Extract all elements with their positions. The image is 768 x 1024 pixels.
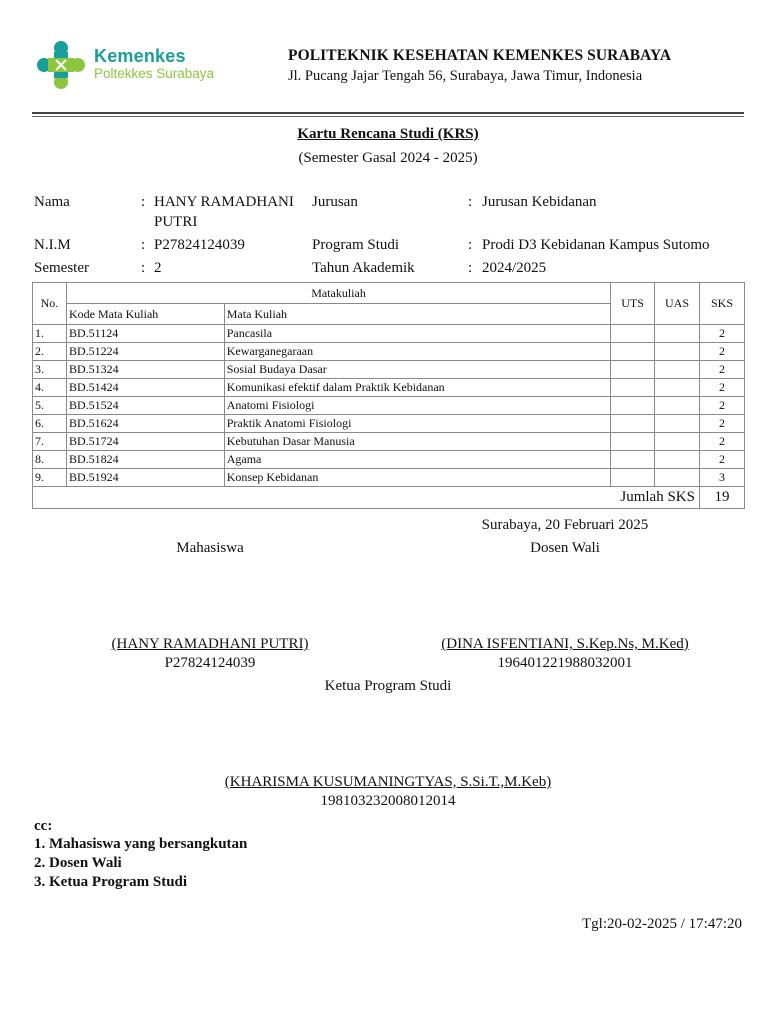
prodi-value: Prodi D3 Kebidanan Kampus Sutomo [482, 237, 710, 253]
cc-item-3: 3. Ketua Program Studi [34, 874, 188, 890]
student-role: Mahasiswa [176, 540, 244, 556]
table-row [33, 361, 745, 379]
row-uts [611, 469, 655, 487]
row-uas [655, 343, 700, 361]
row-uts [611, 361, 655, 379]
row-uas [655, 379, 700, 397]
table-row [33, 379, 745, 397]
prodi-label: Program Studi [312, 237, 400, 253]
course-table [32, 282, 745, 509]
row-kode: BD.51124 [66, 325, 224, 343]
logo-subbrand: Poltekkes Surabaya [94, 66, 215, 81]
semester-colon: : [141, 260, 146, 276]
row-no: 6. [33, 415, 67, 433]
jurusan-colon: : [468, 194, 473, 210]
student-sign-id: P27824124039 [164, 655, 256, 671]
table-row [33, 433, 745, 451]
jurusan-value: Jurusan Kebidanan [482, 194, 597, 210]
row-sks: 2 [699, 415, 744, 433]
document-title: Kartu Rencana Studi (KRS) [297, 126, 479, 142]
row-uas [655, 361, 700, 379]
table-row [33, 325, 745, 343]
header-mata-kuliah: Mata Kuliah [224, 304, 610, 325]
row-uas [655, 469, 700, 487]
header-rule-thin [32, 116, 744, 117]
nim-colon: : [141, 237, 146, 253]
row-kode: BD.51424 [66, 379, 224, 397]
row-mata-kuliah: Agama [224, 451, 610, 469]
kemenkes-logo [34, 38, 234, 94]
row-uts [611, 415, 655, 433]
tahun-label: Tahun Akademik [312, 260, 415, 276]
row-sks: 3 [699, 469, 744, 487]
nama-value-line2: PUTRI [154, 214, 198, 230]
semester-label: Semester [34, 260, 89, 276]
header-uas: UAS [655, 283, 700, 325]
advisor-sign-name: (DINA ISFENTIANI, S.Kep.Ns, M.Ked) [441, 636, 689, 652]
head-role: Ketua Program Studi [324, 678, 452, 694]
row-sks: 2 [699, 451, 744, 469]
row-uas [655, 397, 700, 415]
row-sks: 2 [699, 397, 744, 415]
row-kode: BD.51724 [66, 433, 224, 451]
row-uts [611, 397, 655, 415]
place-date: Surabaya, 20 Februari 2025 [481, 517, 649, 533]
tahun-colon: : [468, 260, 473, 276]
header-no: No. [33, 283, 67, 325]
row-no: 3. [33, 361, 67, 379]
row-kode: BD.51524 [66, 397, 224, 415]
nama-label: Nama [34, 194, 70, 210]
row-uas [655, 451, 700, 469]
row-no: 7. [33, 433, 67, 451]
row-sks: 2 [699, 361, 744, 379]
row-no: 4. [33, 379, 67, 397]
total-sks-value: 19 [699, 487, 744, 509]
row-kode: BD.51324 [66, 361, 224, 379]
nama-colon: : [141, 194, 146, 210]
institution-name: POLITEKNIK KESEHATAN KEMENKES SURABAYA [288, 47, 672, 64]
row-no: 8. [33, 451, 67, 469]
total-sks-label: Jumlah SKS [33, 487, 700, 509]
head-sign-id: 198103232008012014 [320, 793, 456, 809]
row-uts [611, 379, 655, 397]
student-sign-name: (HANY RAMADHANI PUTRI) [111, 636, 309, 652]
institution-address: Jl. Pucang Jajar Tengah 56, Surabaya, Jawa Timur, Indonesia [288, 68, 643, 84]
row-sks: 2 [699, 379, 744, 397]
print-timestamp: Tgl:20-02-2025 / 17:47:20 [582, 916, 742, 932]
logo-brand: Kemenkes [94, 46, 186, 66]
cc-item-2: 2. Dosen Wali [34, 855, 122, 871]
row-kode: BD.51224 [66, 343, 224, 361]
kemenkes-logo-icon [34, 38, 88, 92]
nama-value-line1: HANY RAMADHANI [154, 194, 294, 210]
row-sks: 2 [699, 325, 744, 343]
table-row [33, 469, 745, 487]
row-mata-kuliah: Praktik Anatomi Fisiologi [224, 415, 610, 433]
row-uts [611, 433, 655, 451]
table-row [33, 415, 745, 433]
tahun-value: 2024/2025 [482, 260, 547, 276]
header-sks: SKS [699, 283, 744, 325]
header-uts: UTS [611, 283, 655, 325]
document-subtitle: (Semester Gasal 2024 - 2025) [298, 150, 478, 166]
row-mata-kuliah: Sosial Budaya Dasar [224, 361, 610, 379]
jurusan-label: Jurusan [312, 194, 358, 210]
row-uts [611, 451, 655, 469]
row-uas [655, 415, 700, 433]
row-kode: BD.51824 [66, 451, 224, 469]
row-mata-kuliah: Kewarganegaraan [224, 343, 610, 361]
nim-label: N.I.M [34, 237, 71, 253]
cc-item-1: 1. Mahasiswa yang bersangkutan [34, 836, 248, 852]
row-no: 5. [33, 397, 67, 415]
table-row [33, 451, 745, 469]
table-row [33, 343, 745, 361]
advisor-sign-id: 196401221988032001 [497, 655, 633, 671]
nim-value: P27824124039 [154, 237, 245, 253]
table-row [33, 397, 745, 415]
semester-value: 2 [154, 260, 162, 276]
course-rows [33, 325, 745, 487]
prodi-colon: : [468, 237, 473, 253]
advisor-role: Dosen Wali [530, 540, 600, 556]
row-no: 2. [33, 343, 67, 361]
row-kode: BD.51924 [66, 469, 224, 487]
head-sign-name: (KHARISMA KUSUMANINGTYAS, S.Si.T.,M.Keb) [224, 774, 552, 790]
row-sks: 2 [699, 343, 744, 361]
header-rule-thick [32, 112, 744, 114]
header-kode: Kode Mata Kuliah [66, 304, 224, 325]
row-no: 1. [33, 325, 67, 343]
row-uts [611, 325, 655, 343]
cc-label: cc: [34, 818, 53, 834]
header-matakuliah: Matakuliah [66, 283, 610, 304]
row-mata-kuliah: Pancasila [224, 325, 610, 343]
row-mata-kuliah: Anatomi Fisiologi [224, 397, 610, 415]
row-uts [611, 343, 655, 361]
row-no: 9. [33, 469, 67, 487]
row-sks: 2 [699, 433, 744, 451]
row-mata-kuliah: Komunikasi efektif dalam Praktik Kebidanan [224, 379, 610, 397]
row-kode: BD.51624 [66, 415, 224, 433]
row-mata-kuliah: Kebutuhan Dasar Manusia [224, 433, 610, 451]
row-mata-kuliah: Konsep Kebidanan [224, 469, 610, 487]
row-uas [655, 325, 700, 343]
row-uas [655, 433, 700, 451]
